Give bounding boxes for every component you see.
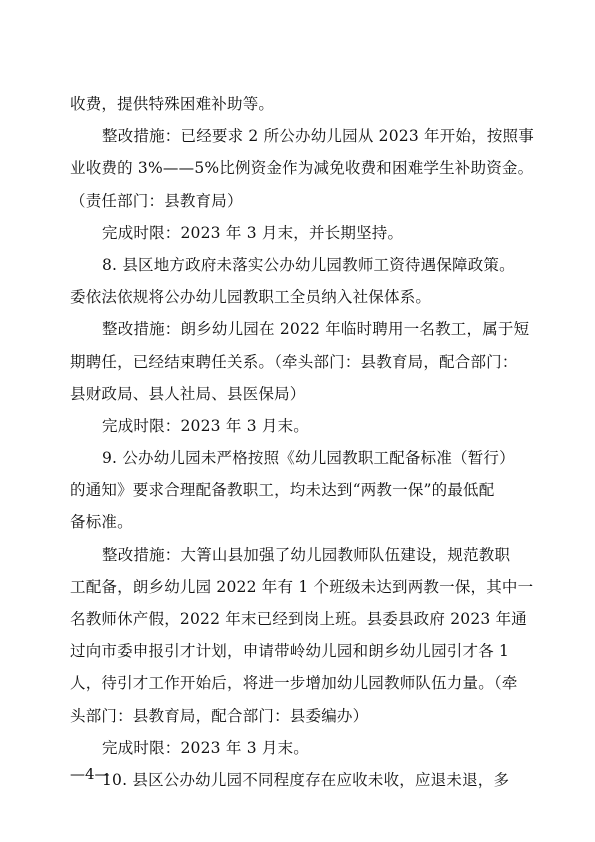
text-line: 备标准。 <box>70 513 133 532</box>
text-line: （责任部门：县教育局） <box>70 191 243 210</box>
text-line: 名教师休产假，2022 年末已经到岗上班。县委县政府 2023 年通 <box>70 610 527 628</box>
text-line: 的通知》要求合理配备教职工，均未达到“两教一保”的最低配 <box>70 481 495 500</box>
text-line: 委依法依规将公办幼儿园教职工全员纳入社保体系。 <box>70 288 432 307</box>
text-line: 整改措施：大箐山县加强了幼儿园教师队伍建设，规范教职 <box>102 545 511 564</box>
text-line: 8. 县区地方政府未落实公办幼儿园教师工资待遇保障政策。 <box>102 255 515 274</box>
text-line: 县财政局、县人社局、县医保局） <box>70 384 306 403</box>
text-line: 工配备，朗乡幼儿园 2022 年有 1 个班级未达到两教一保，其中一 <box>70 577 534 596</box>
text-line: 9. 公办幼儿园未严格按照《幼儿园教职工配备标准（暂行） <box>102 449 515 468</box>
document-body <box>70 88 534 796</box>
page-number: —4— <box>70 765 110 783</box>
text-line: 人，待引才工作开始后，将进一步增加幼儿园教师队伍力量。（牵 <box>70 674 518 693</box>
text-line: 完成时限：2023 年 3 月末，并长期坚持。 <box>102 223 404 242</box>
text-line: 过向市委申报引才计划，申请带岭幼儿园和朗乡幼儿园引才各 1 <box>70 642 510 661</box>
text-line: 完成时限：2023 年 3 月末。 <box>102 738 309 757</box>
text-line: 业收费的 3%——5%比例资金作为减免收费和困难学生补助资金。 <box>70 159 534 178</box>
text-line: 期聘任，已经结束聘任关系。（牵头部门：县教育局，配合部门： <box>70 352 518 371</box>
text-line: 收费，提供特殊困难补助等。 <box>70 95 275 113</box>
text-line: 头部门：县教育局，配合部门：县委编办） <box>70 706 369 725</box>
text-line: 10. 县区公办幼儿园不同程度存在应收未收，应退未退，多 <box>102 770 510 789</box>
text-line: 整改措施：已经要求 2 所公办幼儿园从 2023 年开始，按照事 <box>102 127 534 146</box>
text-line: 完成时限：2023 年 3 月末。 <box>102 416 309 435</box>
text-line: 整改措施：朗乡幼儿园在 2022 年临时聘用一名教工，属于短 <box>102 320 530 339</box>
